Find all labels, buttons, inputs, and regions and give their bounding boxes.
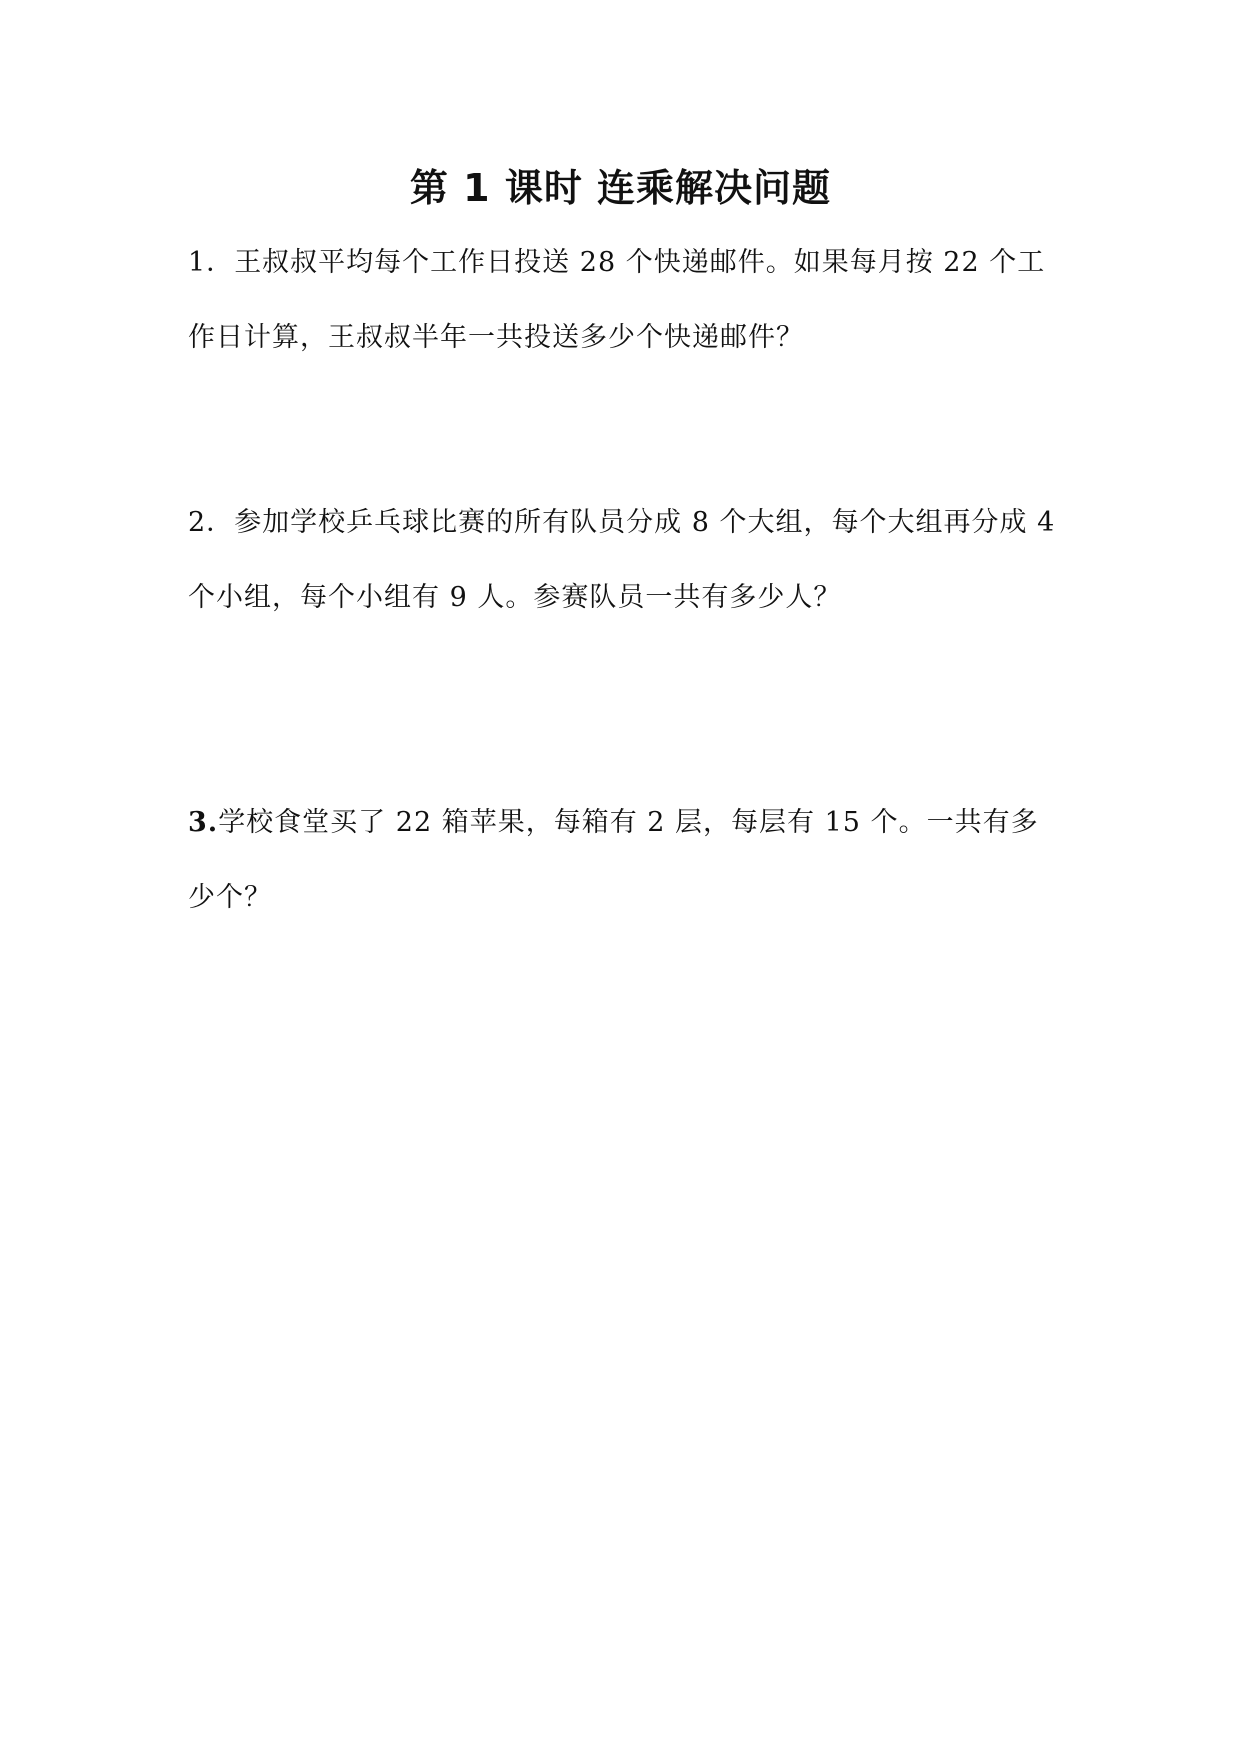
- page-title: 第 1 课时 连乘解决问题: [409, 166, 832, 210]
- question-text: 参加学校乒乓球比赛的所有队员分成 8 个大组，每个大组再分成 4 个小组，每个小组有 9 人。参赛队员一共有多少人？: [188, 507, 1056, 613]
- question-3: [188, 785, 1058, 935]
- question-text: 学校食堂买了 22 箱苹果，每箱有 2 层，每层有 15 个。一共有多少个？: [188, 807, 1039, 913]
- question-1: [188, 225, 1058, 375]
- question-2: [188, 485, 1058, 635]
- question-number: 3.: [188, 807, 219, 838]
- question-text: 王叔叔平均每个工作日投送 28 个快递邮件。如果每月按 22 个工作日计算，王叔叔半年一共投送多少个快递邮件？: [188, 247, 1046, 353]
- question-number: 1．: [188, 247, 235, 278]
- question-number: 2．: [188, 507, 235, 538]
